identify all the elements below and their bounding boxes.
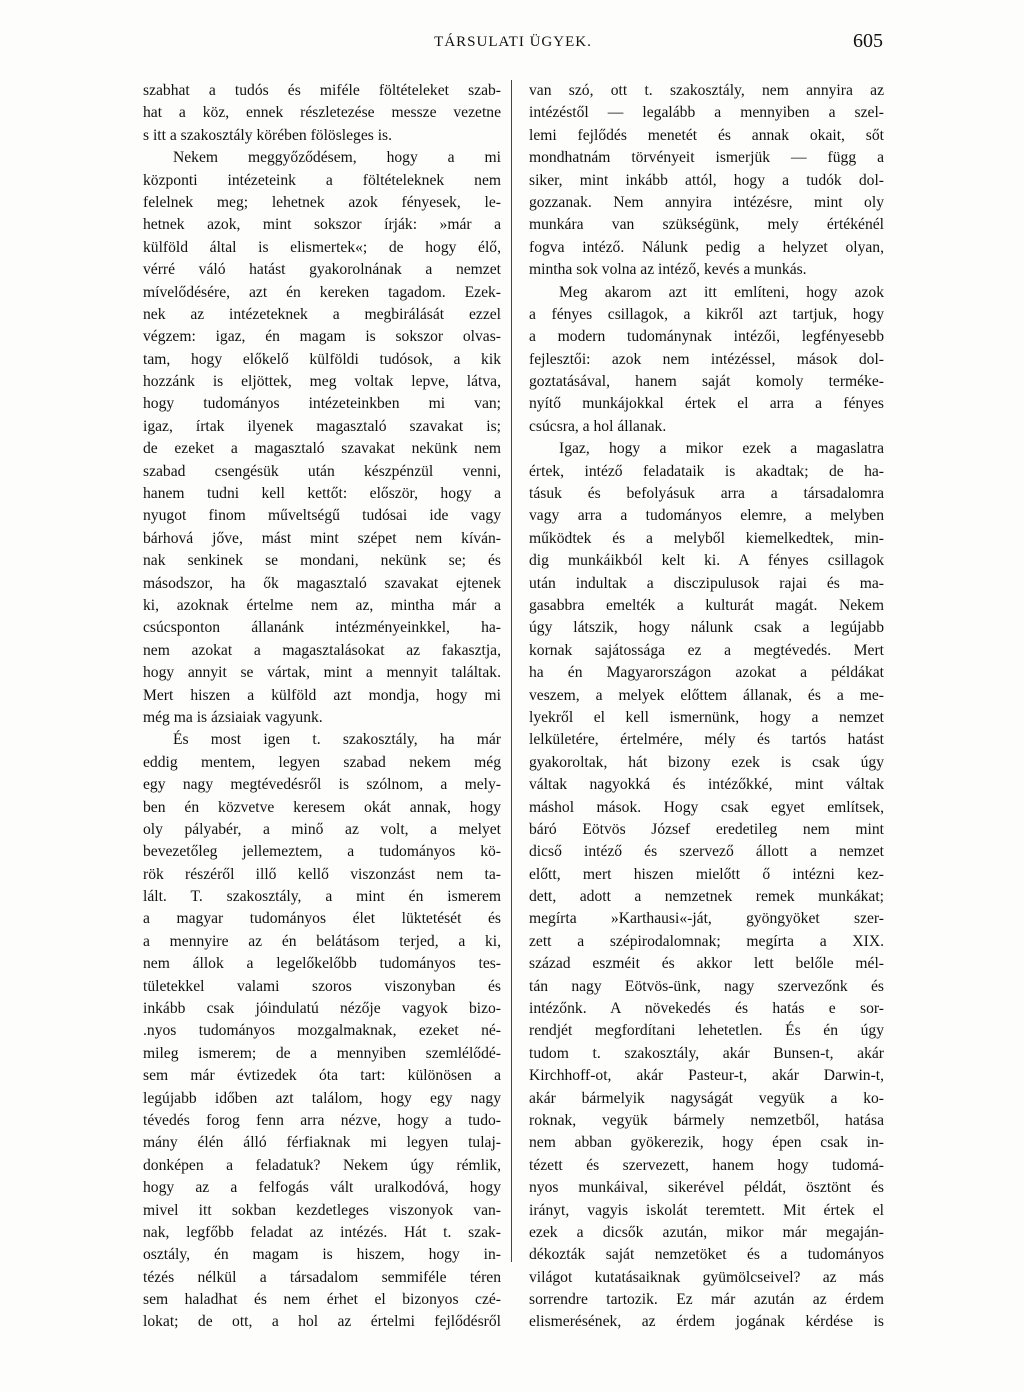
- text-line: kornak sajátossága ez a megtévedés. Mert: [529, 641, 884, 659]
- text-line: tán nagy Eötvös-ünk, nagy szervezőnk és: [529, 977, 884, 995]
- text-line: elismerésének, az érdem jogának kérdése is: [529, 1313, 884, 1331]
- text-line: intézéstől — legalább a mennyiben a szel-: [529, 104, 884, 122]
- text-line: rendjét megfordítani lehetetlen. És én úgy: [529, 1022, 884, 1040]
- text-line: század eszméit és akkor lett belőle mél-: [529, 955, 884, 973]
- text-line: külföld által is elismertek«; de hogy élő,: [143, 238, 501, 256]
- text-line: lokat; de ott, a hol az értelmi fejlődésről: [143, 1313, 501, 1331]
- text-line: Igaz, hogy a mikor ezek a magaslatra: [559, 440, 884, 458]
- text-line: vagy arra a tudományos elemre, a melyben: [529, 507, 884, 525]
- text-line: váltak nagyokká és intézőkké, mint váltak: [529, 776, 884, 794]
- text-line: oly pályabér, a minő az volt, a melyet: [143, 820, 501, 838]
- text-line: báró Eötvös József eredetileg nem mint: [529, 820, 884, 838]
- text-line: hogy annyit se vártak, mint a mennyit találtak.: [143, 664, 501, 682]
- text-line: nyugot finom műveltségű tudósai ide vagy: [143, 507, 501, 525]
- text-line: után indultak a disczipulusok rajai és ma-: [529, 574, 884, 592]
- text-line: zett a szépirodalomnak; megírta a XIX.: [529, 932, 884, 950]
- text-line: nak, legfőbb feladat az intézés. Hát t. szak-: [143, 1223, 501, 1241]
- text-line: tézés nélkül a társadalom semmiféle téren: [143, 1268, 501, 1286]
- text-line: lyekről el kell ismernünk, hogy a nemzet: [529, 708, 884, 726]
- text-line: nem állok a legelőkelőbb tudományos tes-: [143, 955, 501, 973]
- text-line: felelnek meg; lehetnek azok fényesek, le-: [143, 193, 501, 211]
- text-line: osztály, én magam is hiszem, hogy in-: [143, 1246, 501, 1264]
- text-line: ha én Magyarországon azokat a példákat: [529, 664, 884, 682]
- text-line: donképen a feladatuk? Nekem úgy rémlik,: [143, 1156, 501, 1174]
- text-line: igaz, írtak ilyenek magasztaló szavakat is;: [143, 417, 501, 435]
- text-line: még ma is ázsiaiak vagyunk.: [143, 708, 323, 726]
- text-line: mileg ismerem; de a mennyiben szemlélődé-: [143, 1044, 501, 1062]
- text-line: gyakoroltak, hát bizony ezek is csak úgy: [529, 753, 884, 771]
- text-line: nem azokat a magasztalásokat az fakasztja,: [143, 641, 501, 659]
- text-line: tévedés forog fenn arra nézve, hogy a tudo-: [143, 1111, 501, 1129]
- text-line: tam, hogy előkelő külföldi tudósok, a kik: [143, 350, 501, 368]
- text-line: mány élén álló férfiaknak mi legyen tulaj-: [143, 1134, 501, 1152]
- text-line: mivel itt sokban kezdetleges viszonyok van-: [143, 1201, 501, 1219]
- page-number: 605: [853, 30, 883, 52]
- text-line: tudom t. szakosztály, akár Bunsen-t, akár: [529, 1044, 884, 1062]
- text-line: nyos munkáival, sikerével példát, ösztönt és: [529, 1179, 884, 1197]
- text-line: ezek a dicsők azután, mikor már megaján-: [529, 1223, 884, 1241]
- text-line: nek az intézeteknek a megbirálását ezzel: [143, 305, 501, 323]
- text-line: dicső intéző és szervező állott a nemzet: [529, 843, 884, 861]
- text-line: nem abban gyökerezik, hogy épen csak in-: [529, 1134, 884, 1152]
- column-divider: [511, 80, 512, 1262]
- text-line: nak senkinek se mondani, nekünk se; és: [143, 552, 501, 570]
- text-line: gozzanak. Nem annyira intézésre, mint oly: [529, 193, 884, 211]
- text-line: dig munkáikból kelt ki. A fényes csillagok: [529, 552, 884, 570]
- text-line: fogva intéző. Nálunk pedig a helyzet olyan,: [529, 238, 884, 256]
- text-line: dett, adott a nemzetnek remek munkákat;: [529, 888, 884, 906]
- text-line: tásuk és befolyásuk arra a társadalomra: [529, 485, 884, 503]
- text-line: gasabbra emelték a kulturát magát. Nekem: [529, 596, 884, 614]
- text-line: sorrendre tartozik. Ez már azután az érdem: [529, 1291, 884, 1309]
- text-line: ki, azoknak értelme nem az, mintha már a: [143, 596, 501, 614]
- text-line: s itt a szakosztály körében fölösleges is.: [143, 126, 393, 144]
- text-line: hogy tudományos intézeteinkben mi van;: [143, 395, 501, 413]
- text-line: roknak, vegyük bármely nemzetből, hatása: [529, 1111, 884, 1129]
- text-line: .nyos tudományos mozgalmaknak, ezeket né-: [143, 1022, 501, 1040]
- text-line: vérré váló hatást gyakorolnának a nemzet: [143, 261, 501, 279]
- text-line: lelkületére, értelmére, mély és tartós hatást: [529, 731, 884, 749]
- text-line: világot kutatásaiknak gyümölcseivel? az más: [529, 1268, 884, 1286]
- text-line: de ezeket a magasztaló szavakat nekünk nem: [143, 440, 501, 458]
- text-line: rök részéről illő kellő viszonzást nem ta-: [143, 865, 501, 883]
- text-line: tületekkel valami szoros viszonyban és: [143, 977, 501, 995]
- text-line: hetnek azok, mint sokszor írják: »már a: [143, 216, 501, 234]
- text-line: csúcsra, a hol állanak.: [529, 417, 667, 435]
- text-line: lált. T. szakosztály, a mint én ismerem: [143, 888, 501, 906]
- text-line: másodszor, ha ők magasztaló szavakat ejtenek: [143, 574, 501, 592]
- left-text-column: [143, 80, 501, 1334]
- text-line: bevezetőleg jellemeztem, a tudományos kö-: [143, 843, 501, 861]
- text-line: egy nagy megtévedésről is szólnom, a mely-: [143, 776, 501, 794]
- text-line: van szó, ott t. szakosztály, nem annyira az: [529, 82, 884, 99]
- text-line: mintha sok volna az intéző, kevés a munkás.: [529, 261, 807, 279]
- text-line: máshol mások. Hogy csak egyet említsek,: [529, 798, 884, 816]
- text-line: inkább csak jóindulatú nézője vagyok bizo-: [143, 1000, 501, 1018]
- text-line: fejlesztői: azok nem intézéssel, mások dol-: [529, 350, 884, 368]
- text-line: Kirchhoff-ot, akár Pasteur-t, akár Darwin-t,: [529, 1067, 884, 1085]
- text-line: munkára van szükségünk, mely értékénél: [529, 216, 884, 234]
- text-line: végzem: igaz, én magam is sokszor olvas-: [143, 328, 501, 346]
- text-line: hozzánk is eljöttek, meg voltak lepve, látva,: [143, 373, 501, 391]
- right-text-column: [529, 80, 884, 1334]
- text-line: eddig mentem, legyen szabad nekem még: [143, 753, 501, 771]
- text-line: hogy az a felfogás vált uralkodóvá, hogy: [143, 1179, 501, 1197]
- text-line: központi intézeteink a föltételeknek nem: [143, 171, 501, 189]
- text-line: Mert hiszen a külföld azt mondja, hogy mi: [143, 686, 501, 704]
- text-line: sem már évtizedek óta tart: különösen a: [143, 1067, 501, 1085]
- text-line: lemi fejlődés menetét és annak okait, sőt: [529, 126, 884, 144]
- text-line: veszem, a melyek előttem állanak, és a me-: [529, 686, 884, 704]
- text-line: a fényes csillagok, a kikről azt tartjuk, hogy: [529, 305, 884, 323]
- text-line: nyítő munkájokkal értek el arra a fényes: [529, 395, 884, 413]
- text-line: hanem tudni kell kettőt: először, hogy a: [143, 485, 501, 503]
- text-line: a mennyire az én belátásom terjed, a ki,: [143, 932, 501, 950]
- text-line: Meg akarom azt itt említeni, hogy azok: [559, 283, 884, 301]
- text-line: értek, intéző feladataik is akadtak; de ha-: [529, 462, 884, 480]
- text-line: csúcsponton állanánk intézményeinkkel, ha-: [143, 619, 501, 637]
- text-line: szabad csengésük után készpénzül venni,: [143, 462, 501, 480]
- text-line: mondhatnám törvényeit ismerjük — függ a: [529, 149, 884, 167]
- text-line: a magyar tudományos élet lüktetését és: [143, 910, 501, 928]
- text-line: hat a köz, ennek részletezése messze vezetne: [143, 104, 501, 122]
- text-line: úgy látszik, hogy nálunk csak a legújabb: [529, 619, 884, 637]
- page-header: [143, 30, 883, 60]
- text-line: a modern tudománynak intézői, legfényesebb: [529, 328, 884, 346]
- text-line: működtek és a melyből kiemelkedtek, min-: [529, 529, 884, 547]
- text-line: dékozták saját nemzetöket és a tudományos: [529, 1246, 884, 1264]
- text-line: intézőnk. A növekedés és hatás e sor-: [529, 1000, 884, 1018]
- running-title: TÁRSULATI ÜGYEK.: [434, 34, 592, 50]
- text-line: szabhat a tudós és miféle föltételeket szab-: [143, 82, 501, 99]
- text-line: ben én közvetve keresem okát annak, hogy: [143, 798, 501, 816]
- text-line: irányt, vagyis iskolát teremtett. Mit értek el: [529, 1201, 884, 1219]
- text-line: akár bármelyik nagyságát vegyük a ko-: [529, 1089, 884, 1107]
- text-line: Nekem meggyőződésem, hogy a mi: [173, 149, 501, 167]
- text-line: előtt, mert hiszen mielőtt ő intézni kez-: [529, 865, 884, 883]
- text-line: siker, mint inkább attól, hogy a tudók dol-: [529, 171, 884, 189]
- text-line: sem haladhat és nem érhet el bizonyos czé-: [143, 1291, 501, 1309]
- text-line: legújabb időben azt találom, hogy egy nagy: [143, 1089, 501, 1107]
- text-line: goztatásával, hanem saját komoly terméke-: [529, 373, 884, 391]
- text-line: tézett és szervezett, hanem hogy tudomá-: [529, 1156, 884, 1174]
- text-line: mívelődésére, azt én kereken tagadom. Ezek-: [143, 283, 501, 301]
- text-line: És most igen t. szakosztály, ha már: [173, 731, 501, 749]
- text-line: megírta »Karthausi«-ját, gyöngyöket szer-: [529, 910, 884, 928]
- text-line: bárhová jőve, mást mint szépet nem kíván-: [143, 529, 501, 547]
